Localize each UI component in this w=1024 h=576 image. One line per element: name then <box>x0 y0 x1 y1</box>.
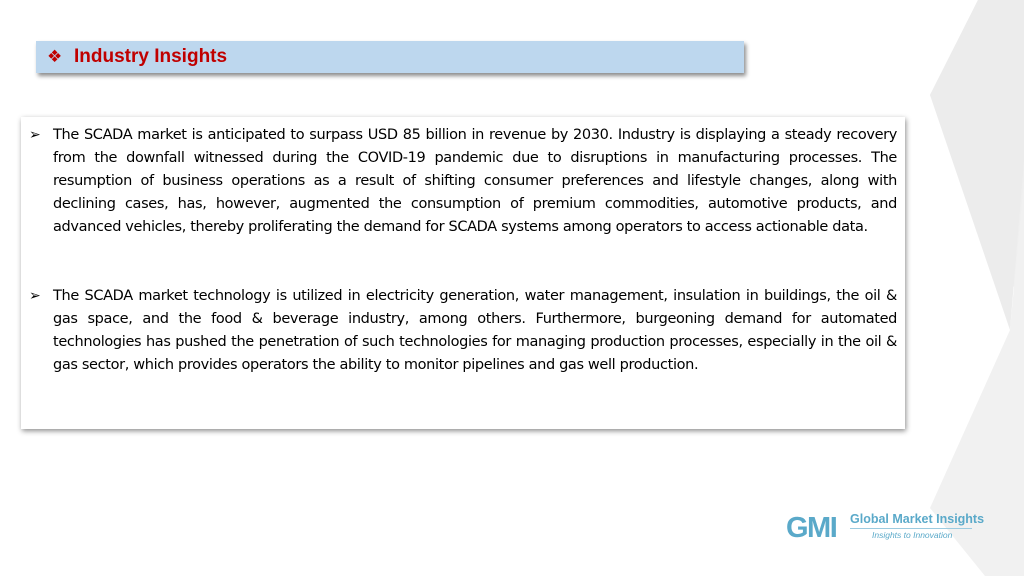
bullet-paragraph <box>21 285 905 377</box>
section-title: Industry Insights <box>74 46 228 67</box>
svg-text:GMI: GMI <box>786 512 837 542</box>
bullet-paragraph <box>21 124 905 239</box>
logo-tagline: Insights to Innovation <box>872 530 953 540</box>
content-box <box>21 117 905 429</box>
paragraph-text: The SCADA market is anticipated to surpass USD 85 billion in revenue by 2030. Industry is displaying a steady recovery from the downfall witnessed during the COVID-19 pandemic due to disruptions in manufacturing processes. The resumption of business operations as a result of shifting consumer preferences and lifestyle changes, along with declining cases, has, however, augmented the consumption of premium commodities, automotive products, and advanced vehicles, thereby proliferating the demand for SCADA systems among operators to access actionable data. <box>53 127 897 235</box>
gmi-logo <box>786 510 985 542</box>
four-diamond-bullet-icon: ❖ <box>47 47 63 67</box>
arrow-bullet-icon: ➢ <box>29 127 41 143</box>
paragraph-text: The SCADA market technology is utilized in electricity generation, water management, insulation in buildings, the oil & gas space, and the food & beverage industry, among others. Furthermore, burgeoning demand for automated technologies has pushed the penetration of such technologies for managing production processes, especially in the oil & gas sector, which provides operators the ability to monitor pipelines and gas well production. <box>53 288 897 373</box>
logo-divider <box>850 528 972 529</box>
arrow-bullet-icon: ➢ <box>29 288 41 304</box>
logo-company-name: Global Market Insights <box>850 512 985 526</box>
section-title-bar <box>36 41 744 73</box>
gmi-logo-mark <box>786 510 850 542</box>
